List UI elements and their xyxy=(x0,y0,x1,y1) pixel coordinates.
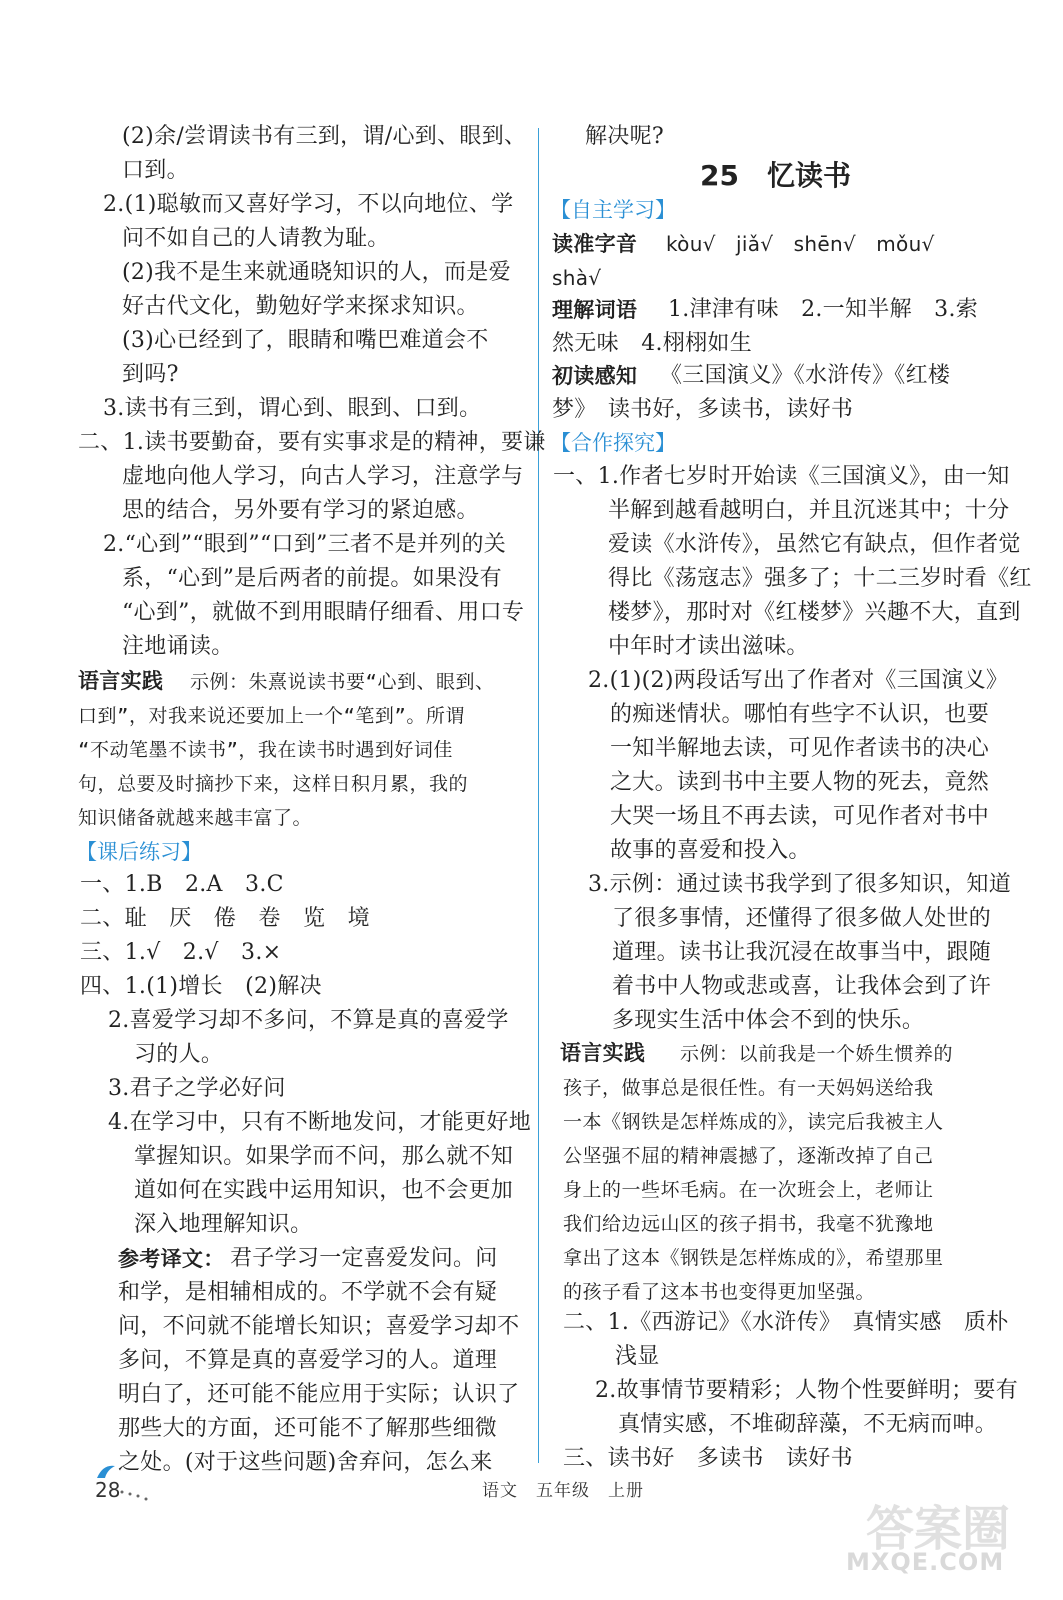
text-line: 多问，不算是真的喜爱学习的人。道理 xyxy=(118,1348,498,1373)
text-line: 之处。(对于这些问题)舍弃问，怎么来 xyxy=(118,1450,493,1475)
handwritten-line: 身上的一些坏毛病。在一次班会上，老师让 xyxy=(563,1179,934,1201)
words-label: 理解词语 xyxy=(552,298,638,322)
handwritten-line: 一本《钢铁是怎样炼成的》，读完后我被主人 xyxy=(563,1111,944,1133)
text-line: 2.“心到”“眼到”“口到”三者不是并列的关 xyxy=(103,532,507,557)
text-line: 3.君子之学必好问 xyxy=(108,1076,286,1101)
text-line: 一、1.作者七岁时开始读《三国演义》，由一知 xyxy=(553,464,1010,489)
text-line: (2)余/尝谓读书有三到，谓/心到、眼到、 xyxy=(122,124,527,149)
section-tag-homework: 【课后练习】 xyxy=(76,840,202,864)
pron-items: kòu√ jiǎ√ shēn√ mǒu√ xyxy=(666,232,935,256)
feel-label: 初读感知 xyxy=(552,364,638,388)
text-line: 之大。读到书中主要人物的死去，竟然 xyxy=(610,770,990,795)
text-line: 注地诵读。 xyxy=(122,634,234,659)
text-line: 道如何在实践中运用知识，也不会更加 xyxy=(134,1178,514,1203)
text-line: (3)心已经到了，眼睛和嘴巴难道会不 xyxy=(122,328,489,353)
text-line: 思的结合，另外要有学习的紧迫感。 xyxy=(122,498,479,523)
text-line: 解决呢? xyxy=(585,124,664,149)
text-line: 系，“心到”是后两者的前提。如果没有 xyxy=(122,566,502,591)
text-line: 到吗? xyxy=(122,362,179,387)
book-info: 语文 五年级 上册 xyxy=(482,1481,644,1501)
handwritten-line: 口到”，对我来说还要加上一个“笔到”。所谓 xyxy=(78,705,465,727)
text-line: 2.故事情节要精彩；人物个性要鲜明；要有 xyxy=(595,1378,1018,1403)
text-line: 一知半解地去读，可见作者读书的决心 xyxy=(610,736,990,761)
text-line: 虚地向他人学习，向古人学习，注意学与 xyxy=(122,464,524,489)
text-line: 掌握知识。如果学而不问，那么就不知 xyxy=(134,1144,514,1169)
text-line: 的痴迷情状。哪怕有些字不认识，也要 xyxy=(610,702,990,727)
text-line: 大哭一场且不再去读，可见作者对书中 xyxy=(610,804,990,829)
text-line: 二、1.读书要勤奋，要有实事求是的精神，要谦 xyxy=(78,430,546,455)
text-line: 着书中人物或悲或喜，让我体会到了许 xyxy=(612,974,992,999)
feel-line: 梦》 读书好，多读书，读好书 xyxy=(552,397,854,422)
handwritten-line: 的孩子看了这本书也变得更加坚强。 xyxy=(563,1281,876,1303)
practice-label: 语言实践 xyxy=(78,669,164,693)
handwritten-line: 孩子，做事总是很任性。有一天妈妈送给我 xyxy=(563,1077,934,1099)
column-divider xyxy=(538,128,539,1463)
pron-label: 读准字音 xyxy=(552,232,638,256)
translation-label: 参考译文： xyxy=(118,1247,225,1271)
text-line: 2.(1)(2)两段话写出了作者对《三国演义》 xyxy=(588,668,1009,693)
text-line: 君子学习一定喜爱发问。问 xyxy=(230,1246,498,1271)
text-line: 3.示例：通过读书我学到了很多知识，知道 xyxy=(588,872,1011,897)
text-line: 3.读书有三到，谓心到、眼到、口到。 xyxy=(103,396,482,421)
text-line: 楼梦》，那时对《红楼梦》兴趣不大，直到 xyxy=(608,600,1021,625)
pron-items-2: shà√ xyxy=(552,266,602,290)
text-line: 多现实生活中体会不到的快乐。 xyxy=(612,1008,925,1033)
watermark-url: MXQE.COM xyxy=(846,1548,1005,1576)
words-line: 然无味 4.栩栩如生 xyxy=(552,331,752,356)
lesson-title: 25 忆读书 xyxy=(700,159,851,192)
text-line: 故事的喜爱和投入。 xyxy=(610,838,811,863)
handwritten-line: “不动笔墨不读书”，我在读书时遇到好词佳 xyxy=(78,739,453,761)
text-line: 习的人。 xyxy=(134,1042,224,1067)
watermark xyxy=(836,1490,1036,1590)
text-line: 深入地理解知识。 xyxy=(134,1212,313,1237)
section-tag-cooperation: 【合作探究】 xyxy=(550,431,676,455)
text-line: 二、耻 厌 倦 卷 览 境 xyxy=(80,906,370,931)
watermark-logo: 答案圈 xyxy=(866,1501,1011,1557)
text-line: 一、1.B 2.A 3.C xyxy=(80,872,284,897)
handwritten-line: 句，总要及时摘抄下来，这样日积月累，我的 xyxy=(78,773,469,795)
text-line: 二、1.《西游记》《水浒传》 真情实感 质朴 xyxy=(563,1310,1009,1335)
page-number: 28 xyxy=(95,1478,121,1502)
text-line: “心到”，就做不到用眼睛仔细看、用口专 xyxy=(122,600,525,625)
feel-line: 《三国演义》《水浒传》《红楼 xyxy=(660,363,951,388)
text-line: 三、1.√ 2.√ 3.× xyxy=(80,940,282,965)
text-line: 和学，是相辅相成的。不学就不会有疑 xyxy=(118,1280,498,1305)
text-line: 中年时才读出滋味。 xyxy=(608,634,809,659)
text-line: 问，不问就不能增长知识；喜爱学习却不 xyxy=(118,1314,520,1339)
text-line: 明白了，还可能不能应用于实际；认识了 xyxy=(118,1382,520,1407)
text-line: 那些大的方面，还可能不了解那些细微 xyxy=(118,1416,498,1441)
handwritten-line: 我们给边远山区的孩子捐书，我毫不犹豫地 xyxy=(563,1213,934,1235)
text-line: 爱读《水浒传》，虽然它有缺点，但作者觉 xyxy=(608,532,1021,557)
text-line: 好古代文化，勤勉好学来探求知识。 xyxy=(122,294,479,319)
text-line: 了很多事情，还懂得了很多做人处世的 xyxy=(612,906,992,931)
text-line: 真情实感，不堆砌辞藻，不无病而呻。 xyxy=(618,1412,998,1437)
text-line: 得比《荡寇志》强多了；十二三岁时看《红 xyxy=(608,566,1032,591)
text-line: 四、1.(1)增长 (2)解决 xyxy=(80,974,322,999)
practice-label: 语言实践 xyxy=(560,1041,646,1065)
handwritten-line: 拿出了这本《钢铁是怎样炼成的》，希望那里 xyxy=(563,1247,944,1269)
text-line: 三、读书好 多读书 读好书 xyxy=(563,1446,853,1471)
text-line: 2.喜爱学习却不多问，不算是真的喜爱学 xyxy=(108,1008,509,1033)
section-tag-self-study: 【自主学习】 xyxy=(550,198,676,222)
text-line: 浅显 xyxy=(615,1344,660,1369)
words-line: 1.津津有味 2.一知半解 3.索 xyxy=(668,297,979,322)
text-line: 口到。 xyxy=(122,158,189,183)
handwritten-line: 示例：以前我是一个娇生惯养的 xyxy=(680,1043,954,1065)
text-line: 问不如自己的人请教为耻。 xyxy=(122,226,390,251)
handwritten-line: 示例：朱熹说读书要“心到、眼到、 xyxy=(190,671,495,693)
text-line: 2.(1)聪敏而又喜好学习，不以向地位、学 xyxy=(103,192,514,217)
handwritten-line: 知识储备就越来越丰富了。 xyxy=(78,807,313,829)
page-ornament-dots-icon xyxy=(118,1488,152,1502)
text-line: 半解到越看越明白，并且沉迷其中；十分 xyxy=(608,498,1010,523)
text-line: 道理。读书让我沉浸在故事当中，跟随 xyxy=(612,940,992,965)
text-line: 4.在学习中，只有不断地发问，才能更好地 xyxy=(108,1110,531,1135)
handwritten-line: 公坚强不屈的精神震撼了，逐渐改掉了自己 xyxy=(563,1145,934,1167)
text-line: (2)我不是生来就通晓知识的人，而是爱 xyxy=(122,260,511,285)
